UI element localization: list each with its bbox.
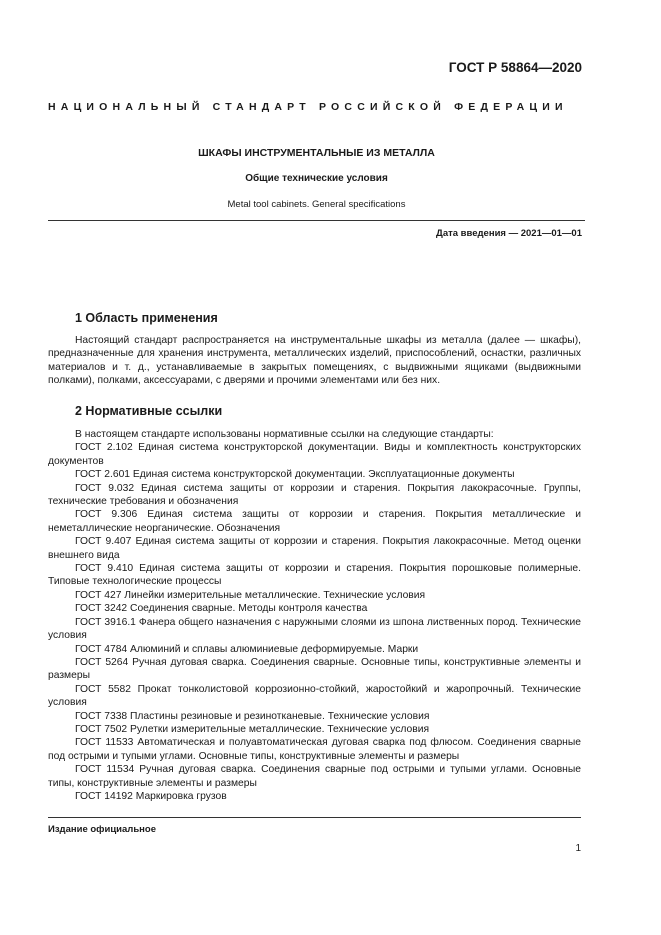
list-item: ГОСТ 9.410 Единая система защиты от коррозии и старения. Покрытия порошковые полимерные. Типовые технологические процессы bbox=[48, 563, 581, 588]
list-item: ГОСТ 11533 Автоматическая и полуавтоматическая дуговая сварка под флюсом. Соединения сварные под острыми и тупыми углами. Основные типы, конструктивные элементы и размеры bbox=[48, 737, 581, 762]
page-number: 1 bbox=[575, 843, 581, 854]
document-subtitle: Общие технические условия bbox=[245, 173, 388, 184]
list-item: ГОСТ 3916.1 Фанера общего назначения с наружными слоями из шпона лиственных пород. Технические условия bbox=[48, 616, 581, 642]
list-item: ГОСТ 14192 Маркировка грузов bbox=[75, 790, 227, 802]
list-item: ГОСТ 427 Линейки измерительные металлические. Технические условия bbox=[75, 589, 426, 601]
references-list bbox=[48, 428, 581, 803]
list-item: ГОСТ 7502 Рулетки измерительные металлические. Технические условия bbox=[75, 723, 430, 735]
document-title: ШКАФЫ ИНСТРУМЕНТАЛЬНЫЕ ИЗ МЕТАЛЛА bbox=[198, 147, 435, 159]
introduction-date: Дата введения — 2021—01—01 bbox=[436, 228, 582, 239]
header-divider bbox=[48, 220, 585, 221]
national-standard-banner: НАЦИОНАЛЬНЫЙ СТАНДАРТ РОССИЙСКОЙ ФЕДЕРАЦИИ bbox=[48, 101, 568, 113]
list-item: В настоящем стандарте использованы нормативные ссылки на следующие стандарты: bbox=[75, 429, 494, 440]
list-item: ГОСТ 4784 Алюминий и сплавы алюминиевые деформируемые. Марки bbox=[75, 643, 419, 655]
official-edition-label: Издание официальное bbox=[48, 824, 156, 835]
scope-paragraph: Настоящий стандарт распространяется на инструментальные шкафы из металла (далее — шкафы), предназначенные для хранения инструмента, металлических изделий, приспособлений, оснастки, различных материалов и т. д., устанавливаемые в закрытых помещениях, с выдвижными ящиками (выдвижными полками), полками, аксессуарами, с дверями и прочими элементами или без них. bbox=[48, 335, 581, 387]
list-item: ГОСТ 5582 Прокат тонколистовой коррозионно-стойкий, жаростойкий и жаропрочный. Технические условия bbox=[48, 683, 581, 709]
list-item: ГОСТ 7338 Пластины резиновые и резинотканевые. Технические условия bbox=[75, 710, 430, 722]
list-item: ГОСТ 2.601 Единая система конструкторской документации. Эксплуатационные документы bbox=[75, 469, 515, 481]
list-item: ГОСТ 9.407 Единая система защиты от коррозии и старения. Покрытия лакокрасочные. Метод оценки внешнего вида bbox=[48, 536, 581, 561]
document-number: ГОСТ Р 58864—2020 bbox=[448, 60, 582, 75]
section-heading-references: 2 Нормативные ссылки bbox=[75, 404, 223, 418]
list-item: ГОСТ 3242 Соединения сварные. Методы контроля качества bbox=[75, 603, 368, 615]
list-item: ГОСТ 11534 Ручная дуговая сварка. Соединения сварные под острыми и тупыми углами. Основные типы, конструктивные элементы и размеры bbox=[48, 764, 581, 789]
document-title-english: Metal tool cabinets. General specifications bbox=[227, 199, 406, 210]
list-item: ГОСТ 9.032 Единая система защиты от коррозии и старения. Покрытия лакокрасочные. Группы, технические требования и обозначения bbox=[48, 482, 581, 508]
list-item: ГОСТ 9.306 Единая система защиты от коррозии и старения. Покрытия металлические и неметаллические неорганические. Обозначения bbox=[48, 509, 581, 534]
section-heading-scope: 1 Область применения bbox=[75, 311, 218, 325]
footer-divider bbox=[48, 817, 581, 818]
list-item: ГОСТ 5264 Ручная дуговая сварка. Соединения сварные. Основные типы, конструктивные элементы и размеры bbox=[48, 656, 581, 682]
list-item: ГОСТ 2.102 Единая система конструкторской документации. Виды и комплектность конструкторских документов bbox=[48, 442, 581, 467]
